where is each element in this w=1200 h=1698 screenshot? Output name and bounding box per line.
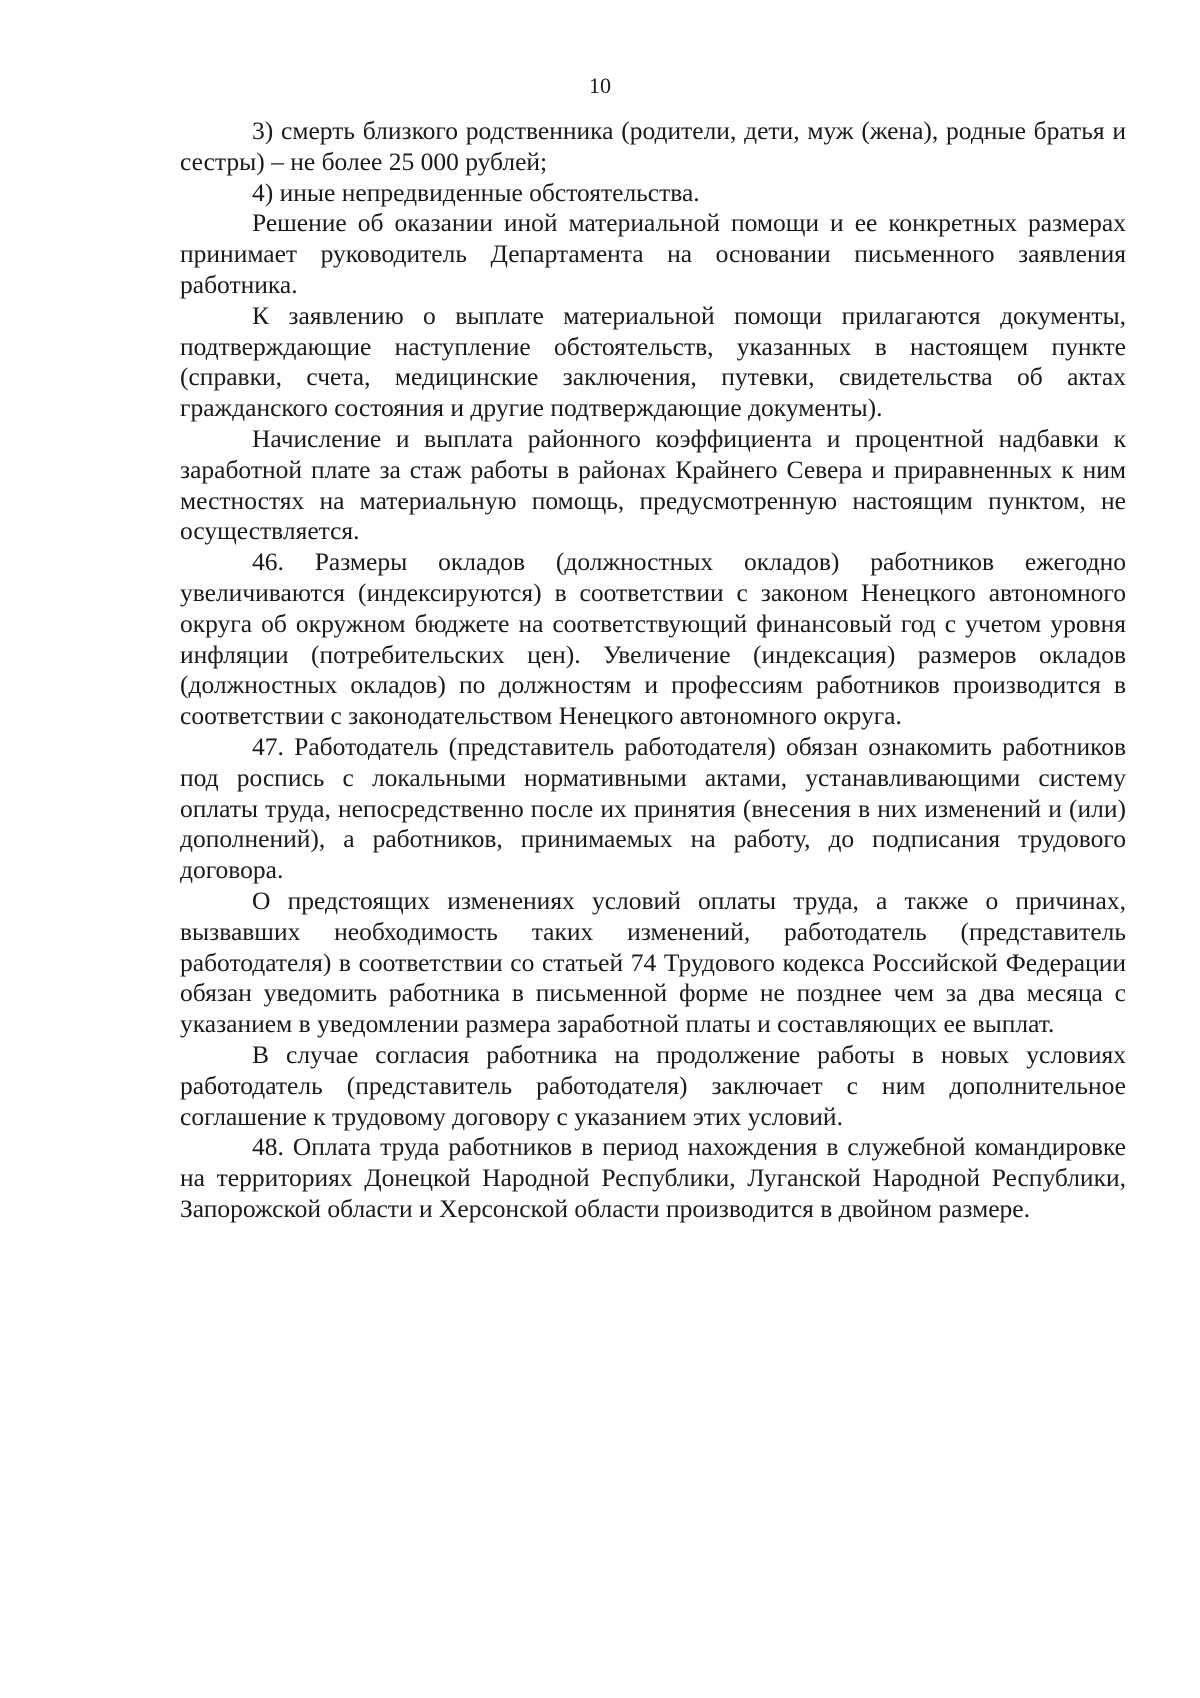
paragraph-48: 48. Оплата труда работников в период нахождения в служебной командировке на территориях Донецкой Народной Республики, Луганской Народной Республики, Запорожской области и Херсонской области производится в двойном размере.: [180, 1132, 1126, 1223]
page-number: 10: [589, 73, 611, 98]
paragraph-item-4: 4) иные непредвиденные обстоятельства.: [252, 177, 700, 207]
paragraph-documents: К заявлению о выплате материальной помощи прилагаются документы, подтверждающие наступление обстоятельств, указанных в настоящем пункте (справки, счета, медицинские заключения, путевки, свидетельства об актах гражданского состояния и другие подтверждающие документы).: [180, 300, 1126, 423]
paragraph-decision: Решение об оказании иной материальной помощи и ее конкретных размерах принимает руководитель Департамента на основании письменного заявления работника.: [180, 208, 1126, 299]
document-body: [180, 116, 1126, 1225]
paragraph-coefficient: Начисление и выплата районного коэффициента и процентной надбавки к заработной плате за стаж работы в районах Крайнего Севера и приравненных к ним местностях на материальную помощь, предусмотренную настоящим пунктом, не осуществляется.: [180, 423, 1126, 546]
paragraph-changes-notice: О предстоящих изменениях условий оплаты труда, а также о причинах, вызвавших необходимость таких изменений, работодатель (представитель работодателя) в соответствии со статьей 74 Трудового кодекса Российской Федерации обязан уведомить работника в письменной форме не позднее чем за два месяца с указанием в уведомлении размера заработной платы и составляющих ее выплат.: [180, 885, 1126, 1039]
paragraph-item-3: 3) смерть близкого родственника (родители, дети, муж (жена), родные братья и сестры) – не более 25 000 рублей;: [180, 116, 1126, 176]
paragraph-47: 47. Работодатель (представитель работодателя) обязан ознакомить работников под роспись с локальными нормативными актами, устанавливающими систему оплаты труда, непосредственно после их принятия (внесения в них изменений и (или) дополнений), а работников, принимаемых на работу, до подписания трудового договора.: [180, 731, 1126, 885]
paragraph-consent: В случае согласия работника на продолжение работы в новых условиях работодатель (представитель работодателя) заключает с ним дополнительное соглашение к трудовому договору с указанием этих условий.: [180, 1039, 1126, 1131]
paragraph-46: 46. Размеры окладов (должностных окладов) работников ежегодно увеличиваются (индексируются) в соответствии с законом Ненецкого автономного округа об окружном бюджете на соответствующий финансовый год с учетом уровня инфляции (потребительских цен). Увеличение (индексация) размеров окладов (должностных окладов) по должностям и профессиям работников производится в соответствии с законодательством Ненецкого автономного округа.: [180, 547, 1126, 731]
